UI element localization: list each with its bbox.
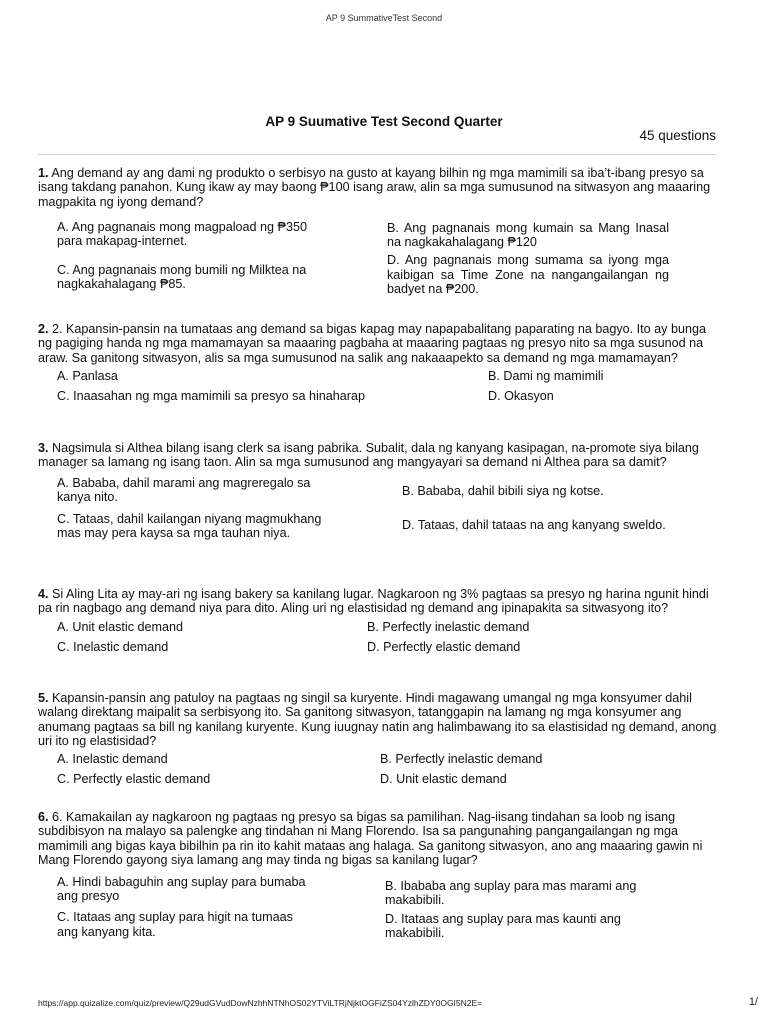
option-b[interactable]: B. Perfectly inelastic demand <box>367 619 530 634</box>
option-b[interactable]: B. Perfectly inelastic demand <box>380 752 543 767</box>
question-text <box>38 441 718 470</box>
question-number: 5. <box>38 691 49 705</box>
question-body: 2. Kapansin-pansin na tumataas ang demand sa bigas kapag may napapabalitang paparating na bagyo. Ito ay bunga ng pagiging handa ng mga mamamayan sa maaaring pagbaha at maaaring pagtaas ng presyo nito sa mga susunod na araw. Sa ganitong sitwasyon, alis sa mga sumusunod na salik ang nakaaapekto sa demand ng mga mamamayan? <box>38 322 706 365</box>
question-3 <box>38 441 718 543</box>
question-number: 1. <box>38 166 49 180</box>
option-c[interactable]: C. Itataas ang suplay para higit na tumaas ang kanyang kita. <box>57 910 293 939</box>
question-count: 45 questions <box>639 128 716 143</box>
options-left <box>57 871 307 942</box>
page-number: 1/ <box>748 996 758 1008</box>
question-number: 4. <box>38 587 49 601</box>
option-d[interactable]: D. Okasyon <box>488 389 554 404</box>
question-number: 2. <box>38 322 49 336</box>
option-d[interactable]: D. Itataas ang suplay para mas kaunti ang makabibili. <box>385 911 621 941</box>
option-c[interactable]: C. Perfectly elastic demand <box>57 772 211 787</box>
option-c[interactable]: C. Inaasahan ng mga mamimili sa presyo sa hinaharap <box>57 389 366 404</box>
question-text <box>38 322 718 365</box>
question-4 <box>38 587 718 654</box>
option-b[interactable]: B. Ibababa ang suplay para mas marami ang makabibili. <box>385 879 637 908</box>
option-d[interactable]: D. Ang pagnanais mong sumama sa iyong mga kaibigan sa Time Zone na nangangailangan ng badyet na ₱200. <box>387 253 669 297</box>
option-b[interactable]: B. Dami ng mamimili <box>488 368 604 383</box>
options-left <box>57 213 307 298</box>
option-a[interactable]: A. Panlasa <box>57 368 118 383</box>
options-right <box>402 474 672 543</box>
question-body: Nagsimula si Althea bilang isang clerk sa isang pabrika. Subalit, dala ng kanyang kasipagan, na-promote siya bilang manager sa lamang ng isang taon. Alin sa mga sumusunod ang mangyayari sa demand ni Althea para sa damit? <box>38 441 699 470</box>
option-d[interactable]: D. Tataas, dahil tataas na ang kanyang sweldo. <box>402 518 666 533</box>
option-a[interactable]: A. Hindi babaguhin ang suplay para bumaba ang presyo <box>57 874 306 903</box>
option-d[interactable]: D. Unit elastic demand <box>380 772 507 787</box>
question-text <box>38 166 718 209</box>
options-left <box>57 474 327 543</box>
question-2 <box>38 322 718 403</box>
option-a[interactable]: A. Bababa, dahil marami ang magreregalo sa kanya nito. <box>57 475 311 504</box>
option-a[interactable]: A. Inelastic demand <box>57 752 168 767</box>
quiz-title: AP 9 Suumative Test Second Quarter <box>265 114 503 129</box>
question-6 <box>38 810 718 942</box>
option-b[interactable]: B. Bababa, dahil bibili siya ng kotse. <box>402 483 604 498</box>
option-c[interactable]: C. Ang pagnanais mong bumili ng Milktea na nagkakahalagang ₱85. <box>57 262 307 291</box>
options-right <box>385 871 665 942</box>
document-header-title: AP 9 SummativeTest Second <box>325 13 443 23</box>
title-divider <box>38 154 716 155</box>
option-c[interactable]: C. Inelastic demand <box>57 639 169 654</box>
option-a[interactable]: A. Unit elastic demand <box>57 619 183 634</box>
question-text <box>38 810 718 867</box>
option-a[interactable]: A. Ang pagnanais mong magpaload ng ₱350 para makapag-internet. <box>57 219 307 249</box>
option-b[interactable]: B. Ang pagnanais mong kumain sa Mang Inasal na nagkakahalagang ₱120 <box>387 220 669 250</box>
question-1 <box>38 166 718 298</box>
question-body: Si Aling Lita ay may-ari ng isang bakery sa kanilang lugar. Nagkaroon ng 3% pagtaas sa presyo ng harina ngunit hindi pa rin nagbago ang demand niya para dito. Aling uri ng elastisidad ng demand ang ipinapakita sa sitwasyong ito? <box>38 587 709 616</box>
question-body: 6. Kamakailan ay nagkaroon ng pagtaas ng presyo sa bigas sa pamilihan. Nag-iisang tindahan sa loob ng isang subdibisyon na malayo sa palengke ang tindahan ni Mang Florendo. Isa sa pangunahing pangangailangan ng mga mamimili ang bigas kaya bibilhin pa rin ito kahit mataas ang halaga. Sa ganitong sitwasyon, ano ang maaaring gawin ni Mang Florendo gayong siya lamang ang may tinda ng bigas sa kanilang lugar? <box>38 810 703 867</box>
footer-url[interactable]: https://app.quizalize.com/quiz/preview/Q29udGVudDowNzhhNTNhOS02YTViLTRjNjktOGFiZS04YzlhZDY0OGI5N2E= <box>38 998 483 1008</box>
question-text <box>38 587 718 616</box>
options-right <box>387 213 669 298</box>
option-d[interactable]: D. Perfectly elastic demand <box>367 639 521 654</box>
question-body: Kapansin-pansin ang patuloy na pagtaas ng singil sa kuryente. Hindi magawang umangal ng mga konsyumer dahil walang direktang maipalit sa serbisyong ito. Sa ganitong sitwasyon, tatanggapin na lamang ng mga konsyumer ang anumang pagtaas sa bill ng kanilang kuryente. Kung iuugnay natin ang halimbawang ito sa elastisidad ng demand, anong uri ito ng elastisidad? <box>38 691 717 748</box>
question-text <box>38 691 718 748</box>
question-body: Ang demand ay ang dami ng produkto o serbisyo na gusto at kayang bilhin ng mga mamimili sa iba’t-ibang presyo sa isang takdang panahon. Kung ikaw ay may baong ₱100 isang araw, alin sa mga sumusunod na sitwasyon ang maaaring magpakita ng iyong demand? <box>38 166 711 209</box>
question-number: 3. <box>38 441 49 455</box>
question-number: 6. <box>38 810 49 824</box>
option-c[interactable]: C. Tataas, dahil kailangan niyang magmukhang mas may pera kaysa sa mga tauhan niya. <box>57 512 322 541</box>
question-5 <box>38 691 718 787</box>
